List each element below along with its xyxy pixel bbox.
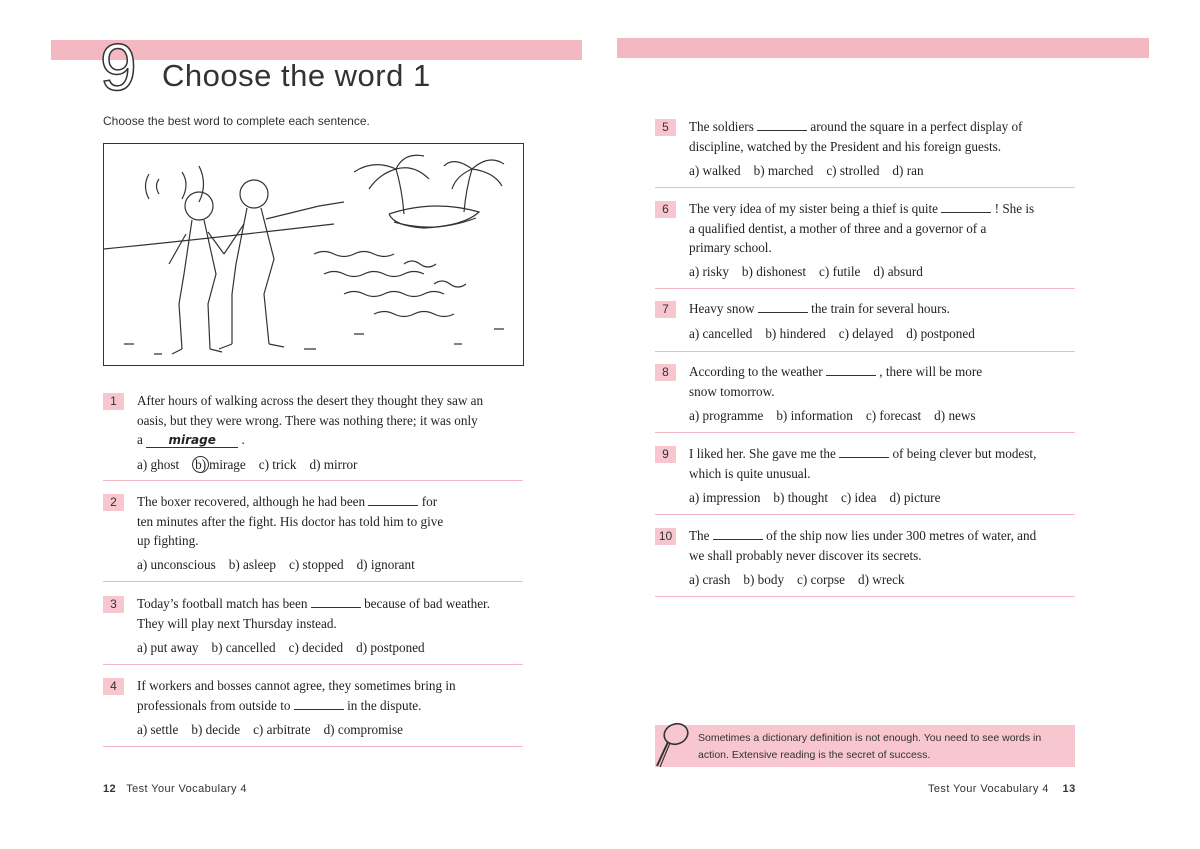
handwritten-answer: mirage xyxy=(168,433,216,447)
answer-blank[interactable] xyxy=(839,445,889,458)
question-number: 3 xyxy=(103,596,124,613)
option-a[interactable]: a) settle xyxy=(137,722,179,737)
option-a[interactable]: a) put away xyxy=(137,640,199,655)
answer-blank[interactable] xyxy=(757,118,807,131)
option-d[interactable]: d) postponed xyxy=(906,326,975,341)
question-number: 2 xyxy=(103,494,124,511)
option-c[interactable]: c) decided xyxy=(288,640,344,655)
text-before-blank: The xyxy=(689,528,710,543)
magnifying-glass-icon xyxy=(652,720,692,772)
option-b[interactable]: b) dishonest xyxy=(741,264,807,279)
question-number: 5 xyxy=(655,119,676,136)
text-after-blank: , there will be more xyxy=(879,364,983,379)
option-b-circled[interactable]: b) xyxy=(192,456,209,473)
text-after-blank: because of bad weather. xyxy=(364,596,491,611)
option-a[interactable]: a) walked xyxy=(689,163,741,178)
tip-text xyxy=(698,730,1067,764)
cartoon-illustration xyxy=(103,143,524,366)
answer-blank[interactable] xyxy=(713,527,763,540)
question-line xyxy=(689,444,1075,464)
question-line: we shall probably never discover its secrets. xyxy=(689,547,922,563)
option-d[interactable]: d) wreck xyxy=(858,572,905,587)
option-d[interactable]: d) ran xyxy=(892,163,924,178)
option-b[interactable]: b) marched xyxy=(753,163,814,178)
option-c[interactable]: c) futile xyxy=(819,264,861,279)
question-line xyxy=(137,430,523,450)
right-footer xyxy=(928,783,1076,795)
option-b-word[interactable]: mirage xyxy=(209,457,246,472)
footer-title: Test Your Vocabulary 4 xyxy=(928,783,1049,795)
question-text xyxy=(689,299,1075,319)
question-divider xyxy=(655,351,1075,352)
question-number: 8 xyxy=(655,364,676,381)
question-2 xyxy=(103,494,523,582)
question-text xyxy=(689,444,1075,483)
option-b[interactable]: b) cancelled xyxy=(211,640,276,655)
question-line xyxy=(689,199,1075,219)
text-after-blank: of being clever but modest, xyxy=(892,446,1037,461)
question-divider xyxy=(103,480,523,481)
option-d[interactable]: d) mirror xyxy=(309,457,358,472)
question-line xyxy=(137,696,523,716)
answer-blank[interactable] xyxy=(758,300,808,313)
question-line: They will play next Thursday instead. xyxy=(137,615,337,631)
option-a[interactable]: a) ghost xyxy=(137,457,180,472)
question-line: a qualified dentist, a mother of three and a governor of a xyxy=(689,220,987,236)
text-before-blank: Today’s football match has been xyxy=(137,596,308,611)
question-divider xyxy=(103,581,523,582)
option-a[interactable]: a) unconscious xyxy=(137,557,216,572)
question-number: 1 xyxy=(103,393,124,410)
left-footer xyxy=(103,783,247,795)
question-4 xyxy=(103,678,523,746)
question-divider xyxy=(103,746,523,747)
desert-mirage-cartoon xyxy=(104,144,524,366)
option-a[interactable]: a) crash xyxy=(689,572,731,587)
question-line: If workers and bosses cannot agree, they sometimes bring in xyxy=(137,678,456,693)
option-c[interactable]: c) delayed xyxy=(838,326,894,341)
text-before-blank: The boxer recovered, although he had been xyxy=(137,494,366,509)
question-divider xyxy=(655,514,1075,515)
options xyxy=(137,456,370,473)
right-header-bar xyxy=(617,38,1149,58)
unit-title: Choose the word 1 xyxy=(162,58,431,93)
options xyxy=(689,572,918,588)
option-b[interactable]: b) asleep xyxy=(228,557,276,572)
question-7 xyxy=(655,301,1075,351)
tip-box xyxy=(655,725,1075,767)
option-a[interactable]: a) risky xyxy=(689,264,729,279)
question-text xyxy=(689,526,1075,565)
answer-blank[interactable] xyxy=(368,493,418,506)
question-line: primary school. xyxy=(689,240,772,255)
question-line: snow tomorrow. xyxy=(689,383,775,399)
question-line: which is quite unusual. xyxy=(689,465,811,481)
question-divider xyxy=(655,288,1075,289)
option-a[interactable]: a) impression xyxy=(689,490,761,505)
unit-number: 9 xyxy=(100,30,137,104)
options xyxy=(137,722,416,738)
question-number: 6 xyxy=(655,201,676,218)
answer-blank[interactable] xyxy=(294,697,344,710)
option-b[interactable]: b) information xyxy=(776,408,853,423)
question-text xyxy=(689,199,1075,258)
text-before-blank: The soldiers xyxy=(689,119,754,134)
option-c[interactable]: c) stopped xyxy=(288,557,344,572)
option-d[interactable]: d) news xyxy=(934,408,976,423)
text-after-blank: of the ship now lies under 300 metres of water, and xyxy=(766,528,1037,543)
option-c[interactable]: c) arbitrate xyxy=(253,722,311,737)
question-text xyxy=(137,676,523,715)
question-number: 7 xyxy=(655,301,676,318)
question-text xyxy=(137,492,523,551)
option-d[interactable]: d) compromise xyxy=(323,722,404,737)
line-prefix: a xyxy=(137,432,143,447)
options xyxy=(689,408,989,424)
option-d[interactable]: d) picture xyxy=(889,490,941,505)
question-line xyxy=(689,299,1075,319)
options xyxy=(689,326,988,342)
answer-blank xyxy=(146,433,238,448)
question-text xyxy=(689,362,1075,401)
question-1 xyxy=(103,393,523,481)
option-a[interactable]: a) cancelled xyxy=(689,326,753,341)
question-5 xyxy=(655,119,1075,187)
question-text xyxy=(137,594,523,633)
question-line xyxy=(689,362,1075,382)
text-before-blank: Heavy snow xyxy=(689,301,755,316)
options xyxy=(689,490,953,506)
question-number: 4 xyxy=(103,678,124,695)
option-c[interactable]: c) strolled xyxy=(826,163,880,178)
text-after-blank: around the square in a perfect display of xyxy=(810,119,1023,134)
question-text xyxy=(689,117,1075,156)
answer-blank[interactable] xyxy=(826,363,876,376)
line-suffix: . xyxy=(241,432,245,447)
page-number: 12 xyxy=(103,783,117,795)
question-divider xyxy=(655,596,1075,597)
question-9 xyxy=(655,446,1075,514)
question-3 xyxy=(103,596,523,664)
text-after-blank: in the dispute. xyxy=(347,697,422,713)
question-number: 9 xyxy=(655,446,676,463)
question-6 xyxy=(655,201,1075,289)
answer-blank[interactable] xyxy=(311,595,361,608)
option-d[interactable]: d) postponed xyxy=(356,640,425,655)
question-divider xyxy=(655,187,1075,188)
question-line: discipline, watched by the President and his foreign guests. xyxy=(689,138,1002,154)
answer-blank[interactable] xyxy=(941,200,991,213)
tip-line: Sometimes a dictionary definition is not enough. You need to see words in xyxy=(698,732,1042,744)
question-line: oasis, but they were wrong. There was nothing there; it was only xyxy=(137,412,478,428)
option-b[interactable]: b) thought xyxy=(773,490,829,505)
option-d[interactable]: d) absurd xyxy=(873,264,923,279)
option-b[interactable]: b) decide xyxy=(191,722,241,737)
option-c[interactable]: c) forecast xyxy=(865,408,922,423)
text-after-blank: ! She is xyxy=(994,201,1035,216)
question-10 xyxy=(655,528,1075,596)
question-divider xyxy=(655,432,1075,433)
question-8 xyxy=(655,364,1075,432)
options xyxy=(689,264,936,280)
text-before-blank: professionals from outside to xyxy=(137,697,291,713)
instruction-text: Choose the best word to complete each sentence. xyxy=(103,114,370,128)
options xyxy=(137,557,428,573)
option-d[interactable]: d) ignorant xyxy=(356,557,415,572)
question-text xyxy=(137,391,523,450)
option-b[interactable]: b) body xyxy=(743,572,785,587)
question-line xyxy=(137,492,523,512)
question-line: ten minutes after the fight. His doctor has told him to give xyxy=(137,513,444,529)
question-divider xyxy=(103,664,523,665)
question-line xyxy=(689,526,1075,546)
text-before-blank: I liked her. She gave me the xyxy=(689,446,836,461)
option-c[interactable]: c) trick xyxy=(258,457,297,472)
question-number: 10 xyxy=(655,528,676,545)
text-after-blank: the train for several hours. xyxy=(811,301,950,316)
option-c[interactable]: c) idea xyxy=(841,490,877,505)
option-b[interactable]: b) hindered xyxy=(765,326,826,341)
tip-line: action. Extensive reading is the secret of success. xyxy=(698,749,931,761)
option-a[interactable]: a) programme xyxy=(689,408,764,423)
text-after-blank: for xyxy=(421,494,438,509)
question-line: After hours of walking across the desert they thought they saw an xyxy=(137,393,484,408)
footer-title: Test Your Vocabulary 4 xyxy=(126,783,247,795)
options xyxy=(689,163,937,179)
option-c[interactable]: c) corpse xyxy=(797,572,846,587)
question-line xyxy=(689,117,1075,137)
options xyxy=(137,640,438,656)
question-line: up fighting. xyxy=(137,533,199,548)
page-number: 13 xyxy=(1062,783,1076,795)
text-before-blank: According to the weather xyxy=(689,364,823,379)
text-before-blank: The very idea of my sister being a thief is quite xyxy=(689,201,939,216)
question-line xyxy=(137,594,523,614)
